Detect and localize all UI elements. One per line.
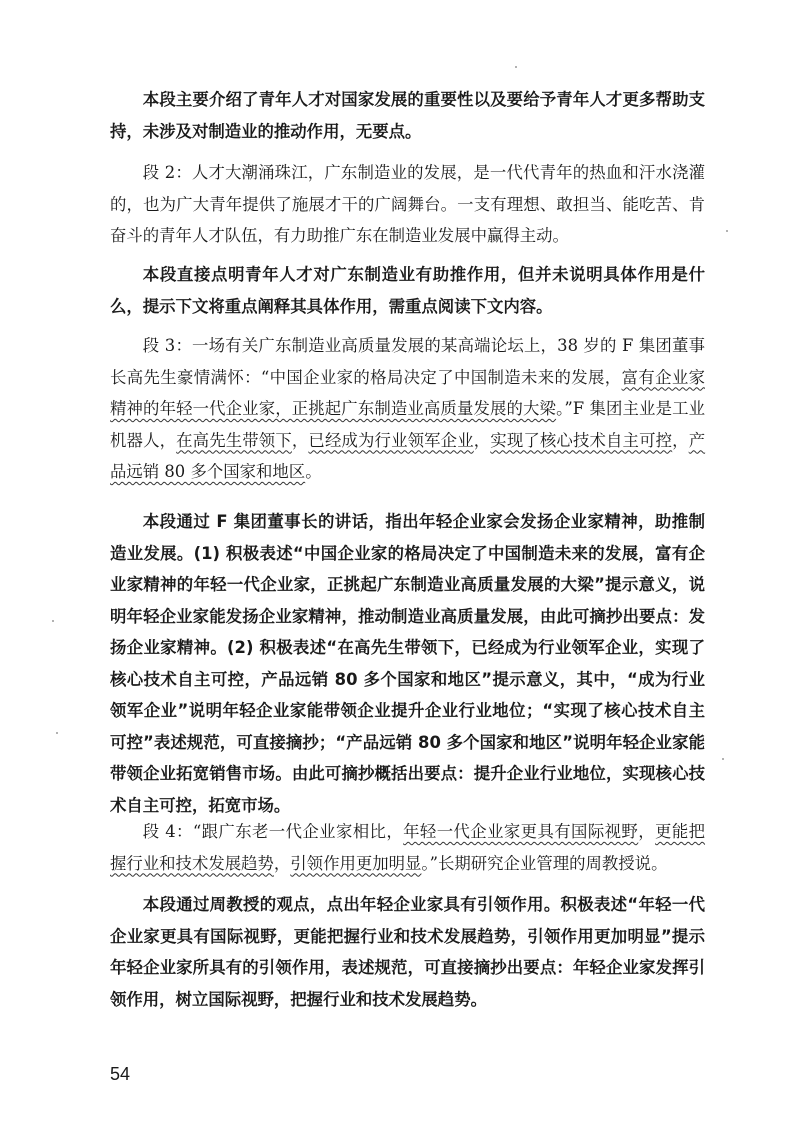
page-number: 54 (110, 1064, 131, 1084)
passage-paragraph-3 (110, 330, 705, 488)
passage-3-sep-1: ， (291, 430, 309, 450)
passage-4-underlined-1: 年轻一代企业家更具有国际视野 (403, 822, 639, 841)
passage-3-underlined-4: 产品远销 80 多个国家和地区 (110, 430, 706, 481)
passage-4-end: 。”长期研究企业管理的周教授说。 (421, 853, 668, 873)
passage-3-lead: 段 3：一场有关广东制造业高质量发展的某高端论坛上，38 岁的 F 集团董事长高先生豪情满怀：“中国企业家的格局决定了中国制造未来的发展， (110, 336, 705, 387)
passage-4-sep-2: ， (273, 853, 291, 873)
passage-4-underlined-3: 引领作用更加明显 (290, 853, 422, 873)
passage-paragraph-4 (110, 816, 705, 879)
analysis-paragraph-1: 本段主要介绍了青年人才对国家发展的重要性以及要给予青年人才更多帮助支持，未涉及对制造业的推动作用，无要点。 (110, 90, 705, 141)
analysis-paragraph-3: 本段通过 F 集团董事长的讲话，指出年轻企业家会发扬企业家精神，助推制造业发展。(1) 积极表述“中国企业家的格局决定了中国制造未来的发展，富有企业家精神的年轻一代企业家，正挑起广东制造业高质量发展的大梁”提示意义，说明年轻企业家能发扬企业家精神，推动制造业高质量发展，由此可摘抄出要点：发扬企业家精神。(2) 积极表述“在高先生带领下，已经成为行业领军企业，实现了核心技术自主可控，产品远销 80 多个国家和地区”提示意义，其中，“成为行业领军企业”说明年轻企业家能带领企业提升企业行业地位；“实现了核心技术自主可控”表述规范，可直接摘抄；“产品远销 80 多个国家和地区”说明年轻企业家能带领企业拓宽销售市场。由此可摘抄概括出要点：提升企业行业地位，实现核心技术自主可控，拓宽市场。 (110, 512, 705, 815)
passage-3-underlined-1: 在高先生带领下 (176, 430, 292, 450)
passage-3-mid: 。”F 集团主业是工业机器人， (110, 399, 706, 450)
passage-3-underlined-2: 已经成为行业领军企业 (308, 430, 474, 450)
scan-speck (56, 732, 58, 734)
scan-speck (726, 230, 728, 232)
scan-speck (722, 758, 724, 760)
passage-4-underlined-2: 更能把握行业和技术发展趋势 (110, 822, 706, 873)
passage-3-underlined-quote: 富有企业家精神的年轻一代企业家，正挑起广东制造业高质量发展的大梁 (110, 367, 705, 418)
scan-speck (515, 66, 517, 68)
analysis-paragraph-4: 本段通过周教授的观点，点出年轻企业家具有引领作用。积极表述“年轻一代企业家更具有国际视野，更能把握行业和技术发展趋势，引领作用更加明显”提示年轻企业家所具有的引领作用，表述规范，可直接摘抄出要点：年轻企业家发挥引领作用，树立国际视野，把握行业和技术发展趋势。 (110, 895, 705, 1009)
passage-paragraph-2: 段 2：人才大潮涌珠江，广东制造业的发展，是一代代青年的热血和汗水浇灌的，也为广大青年提供了施展才干的广阔舞台。一支有理想、敢担当、能吃苦、肯奋斗的青年人才队伍，有力助推广东在制造业发展中赢得主动。 (110, 163, 705, 245)
passage-3-sep-3: ， (672, 430, 689, 450)
scan-speck (52, 620, 54, 622)
passage-3-end: 。 (305, 462, 322, 481)
analysis-paragraph-2: 本段直接点明青年人才对广东制造业有助推作用，但并未说明具体作用是什么，提示下文将重点阐释其具体作用，需重点阅读下文内容。 (110, 265, 705, 316)
passage-4-sep-1: ， (638, 822, 656, 841)
passage-3-sep-2: ， (473, 430, 491, 450)
passage-3-underlined-3: 实现了核心技术自主可控 (490, 430, 673, 450)
passage-4-lead: 段 4：“跟广东老一代企业家相比， (142, 822, 404, 841)
